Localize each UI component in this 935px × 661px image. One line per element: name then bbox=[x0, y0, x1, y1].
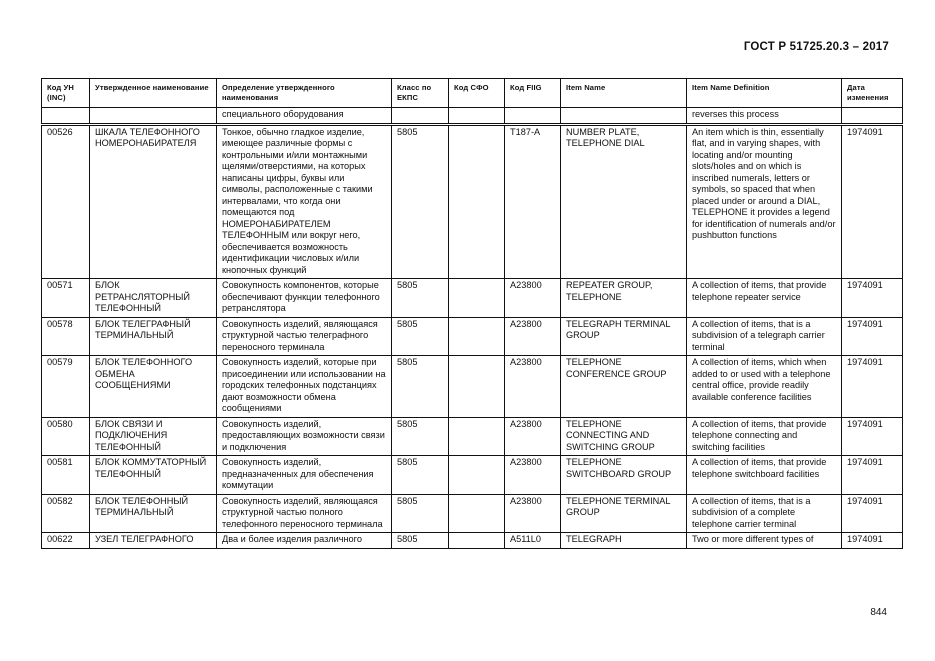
document-title: ГОСТ Р 51725.20.3 – 2017 bbox=[743, 41, 889, 53]
cell-item-definition: A collection of items, which when added to or used with a telephone central office, provide readily available conference facilities bbox=[687, 356, 842, 418]
table-row bbox=[42, 124, 903, 279]
cell-fiig: A511L0 bbox=[505, 533, 561, 549]
cell-fiig: A23800 bbox=[505, 494, 561, 533]
cell-item-definition: A collection of items, that is a subdivision of a complete telephone carrier terminal bbox=[687, 494, 842, 533]
cell-definition: Совокупность изделий, предназначенных для обеспечения коммутации bbox=[217, 456, 392, 495]
cell-fiig: A23800 bbox=[505, 356, 561, 418]
cell-code: 00571 bbox=[42, 279, 90, 318]
cell-fiig: A23800 bbox=[505, 417, 561, 456]
continuation-row bbox=[42, 108, 903, 125]
cell-definition: Совокупность компонентов, которые обеспечивают функции телефонного ретранслятора bbox=[217, 279, 392, 318]
cell-class: 5805 bbox=[392, 279, 449, 318]
cell-class: 5805 bbox=[392, 494, 449, 533]
table-row bbox=[42, 279, 903, 318]
cell-definition: Совокупность изделий, являющаяся структурной частью полного телефонного переносного терминала bbox=[217, 494, 392, 533]
cell-code: 00581 bbox=[42, 456, 90, 495]
cell-name: УЗЕЛ ТЕЛЕГРАФНОГО bbox=[90, 533, 217, 549]
cell-sfo bbox=[449, 124, 505, 279]
cell-item-name: TELEPHONE CONFERENCE GROUP bbox=[561, 356, 687, 418]
cell-code bbox=[42, 108, 90, 125]
table-header-row bbox=[42, 79, 903, 108]
cell-sfo bbox=[449, 279, 505, 318]
cell-sfo bbox=[449, 108, 505, 125]
cell-sfo bbox=[449, 494, 505, 533]
cell-definition: Два и более изделия различного bbox=[217, 533, 392, 549]
table-row bbox=[42, 494, 903, 533]
cell-date bbox=[842, 108, 903, 125]
cell-definition: Тонкое, обычно гладкое изделие, имеющее различные формы с контрольными и/или монтажными щелями/отверстиями, на которых написаны цифры, буквы или символы, расположенные с такими интервалами, что когда они помещаются под НОМЕРОНАБИРАТЕЛЕМ ТЕЛЕФОННЫМ или вокруг него, обеспечивается возможность идентификации числовых и/или кнопочных функций bbox=[217, 124, 392, 279]
header-name: Утвержденное наименование bbox=[90, 79, 217, 108]
cell-name: БЛОК ТЕЛЕГРАФНЫЙ ТЕРМИНАЛЬНЫЙ bbox=[90, 317, 217, 356]
cell-date: 1974091 bbox=[842, 494, 903, 533]
item-name-table bbox=[41, 78, 903, 549]
cell-definition: Совокупность изделий, являющаяся структурной частью телеграфного переносного терминала bbox=[217, 317, 392, 356]
cell-fiig: T187-A bbox=[505, 124, 561, 279]
cell-class: 5805 bbox=[392, 456, 449, 495]
cell-name: БЛОК РЕТРАНСЛЯТОРНЫЙ ТЕЛЕФОННЫЙ bbox=[90, 279, 217, 318]
cell-fiig bbox=[505, 108, 561, 125]
cell-fiig: A23800 bbox=[505, 317, 561, 356]
table-row bbox=[42, 356, 903, 418]
cell-fiig: A23800 bbox=[505, 279, 561, 318]
cell-item-name: TELEPHONE CONNECTING AND SWITCHING GROUP bbox=[561, 417, 687, 456]
header-class: Класс по ЕКПС bbox=[392, 79, 449, 108]
cell-code: 00580 bbox=[42, 417, 90, 456]
cell-class: 5805 bbox=[392, 533, 449, 549]
header-date: Дата изменения bbox=[842, 79, 903, 108]
cell-item-name: TELEPHONE TERMINAL GROUP bbox=[561, 494, 687, 533]
cell-date: 1974091 bbox=[842, 124, 903, 279]
header-item-name: Item Name bbox=[561, 79, 687, 108]
cell-name: БЛОК ТЕЛЕФОННОГО ОБМЕНА СООБЩЕНИЯМИ bbox=[90, 356, 217, 418]
cell-class bbox=[392, 108, 449, 125]
cell-sfo bbox=[449, 456, 505, 495]
cell-item-definition: A collection of items, that is a subdivision of a telegraph carrier terminal bbox=[687, 317, 842, 356]
header-sfo: Код СФО bbox=[449, 79, 505, 108]
cell-code: 00578 bbox=[42, 317, 90, 356]
cell-class: 5805 bbox=[392, 417, 449, 456]
header-fiig: Код FIIG bbox=[505, 79, 561, 108]
cell-item-name: TELEGRAPH bbox=[561, 533, 687, 549]
table-row bbox=[42, 317, 903, 356]
cell-definition: Совокупность изделий, которые при присоединении или использовании на городских телефонных подстанциях дают возможности обмена сообщениями bbox=[217, 356, 392, 418]
cell-name: БЛОК ТЕЛЕФОННЫЙ ТЕРМИНАЛЬНЫЙ bbox=[90, 494, 217, 533]
cell-item-definition: Two or more different types of bbox=[687, 533, 842, 549]
cell-item-name: TELEPHONE SWITCHBOARD GROUP bbox=[561, 456, 687, 495]
table-row bbox=[42, 417, 903, 456]
cell-code: 00622 bbox=[42, 533, 90, 549]
header-item-name-definition: Item Name Definition bbox=[687, 79, 842, 108]
header-definition: Определение утвержденного наименования bbox=[217, 79, 392, 108]
cell-item-name: TELEGRAPH TERMINAL GROUP bbox=[561, 317, 687, 356]
cell-definition: специального оборудования bbox=[217, 108, 392, 125]
cell-name: ШКАЛА ТЕЛЕФОННОГО НОМЕРОНАБИРАТЕЛЯ bbox=[90, 124, 217, 279]
cell-item-definition: A collection of items, that provide telephone repeater service bbox=[687, 279, 842, 318]
cell-date: 1974091 bbox=[842, 356, 903, 418]
cell-date: 1974091 bbox=[842, 417, 903, 456]
cell-item-name: REPEATER GROUP, TELEPHONE bbox=[561, 279, 687, 318]
cell-sfo bbox=[449, 356, 505, 418]
cell-code: 00582 bbox=[42, 494, 90, 533]
cell-sfo bbox=[449, 317, 505, 356]
cell-name: БЛОК КОММУТАТОРНЫЙ ТЕЛЕФОННЫЙ bbox=[90, 456, 217, 495]
table-row bbox=[42, 456, 903, 495]
cell-code: 00526 bbox=[42, 124, 90, 279]
cell-name: БЛОК СВЯЗИ И ПОДКЛЮЧЕНИЯ ТЕЛЕФОННЫЙ bbox=[90, 417, 217, 456]
cell-code: 00579 bbox=[42, 356, 90, 418]
cell-date: 1974091 bbox=[842, 317, 903, 356]
cell-date: 1974091 bbox=[842, 533, 903, 549]
cell-definition: Совокупность изделий, предоставляющих возможности связи и подключения bbox=[217, 417, 392, 456]
cell-date: 1974091 bbox=[842, 456, 903, 495]
table-row bbox=[42, 533, 903, 549]
cell-item-definition: A collection of items, that provide telephone connecting and switching facilities bbox=[687, 417, 842, 456]
cell-item-definition: A collection of items, that provide telephone switchboard facilities bbox=[687, 456, 842, 495]
cell-class: 5805 bbox=[392, 317, 449, 356]
cell-sfo bbox=[449, 417, 505, 456]
cell-name bbox=[90, 108, 217, 125]
cell-item-name: NUMBER PLATE, TELEPHONE DIAL bbox=[561, 124, 687, 279]
page-number: 844 bbox=[870, 607, 887, 618]
cell-item-definition: An item which is thin, essentially flat, and in varying shapes, with locating and/or mounting slots/holes and on which is inscribed numerals, letters or symbols, so spaced that when placed under or around a DIAL, TELEPHONE it provides a legend for identification of numerals and/or pushbutton functions bbox=[687, 124, 842, 279]
header-code: Код УН (INC) bbox=[42, 79, 90, 108]
cell-class: 5805 bbox=[392, 124, 449, 279]
cell-fiig: A23800 bbox=[505, 456, 561, 495]
cell-item-definition: reverses this process bbox=[687, 108, 842, 125]
cell-item-name bbox=[561, 108, 687, 125]
cell-date: 1974091 bbox=[842, 279, 903, 318]
cell-class: 5805 bbox=[392, 356, 449, 418]
cell-sfo bbox=[449, 533, 505, 549]
